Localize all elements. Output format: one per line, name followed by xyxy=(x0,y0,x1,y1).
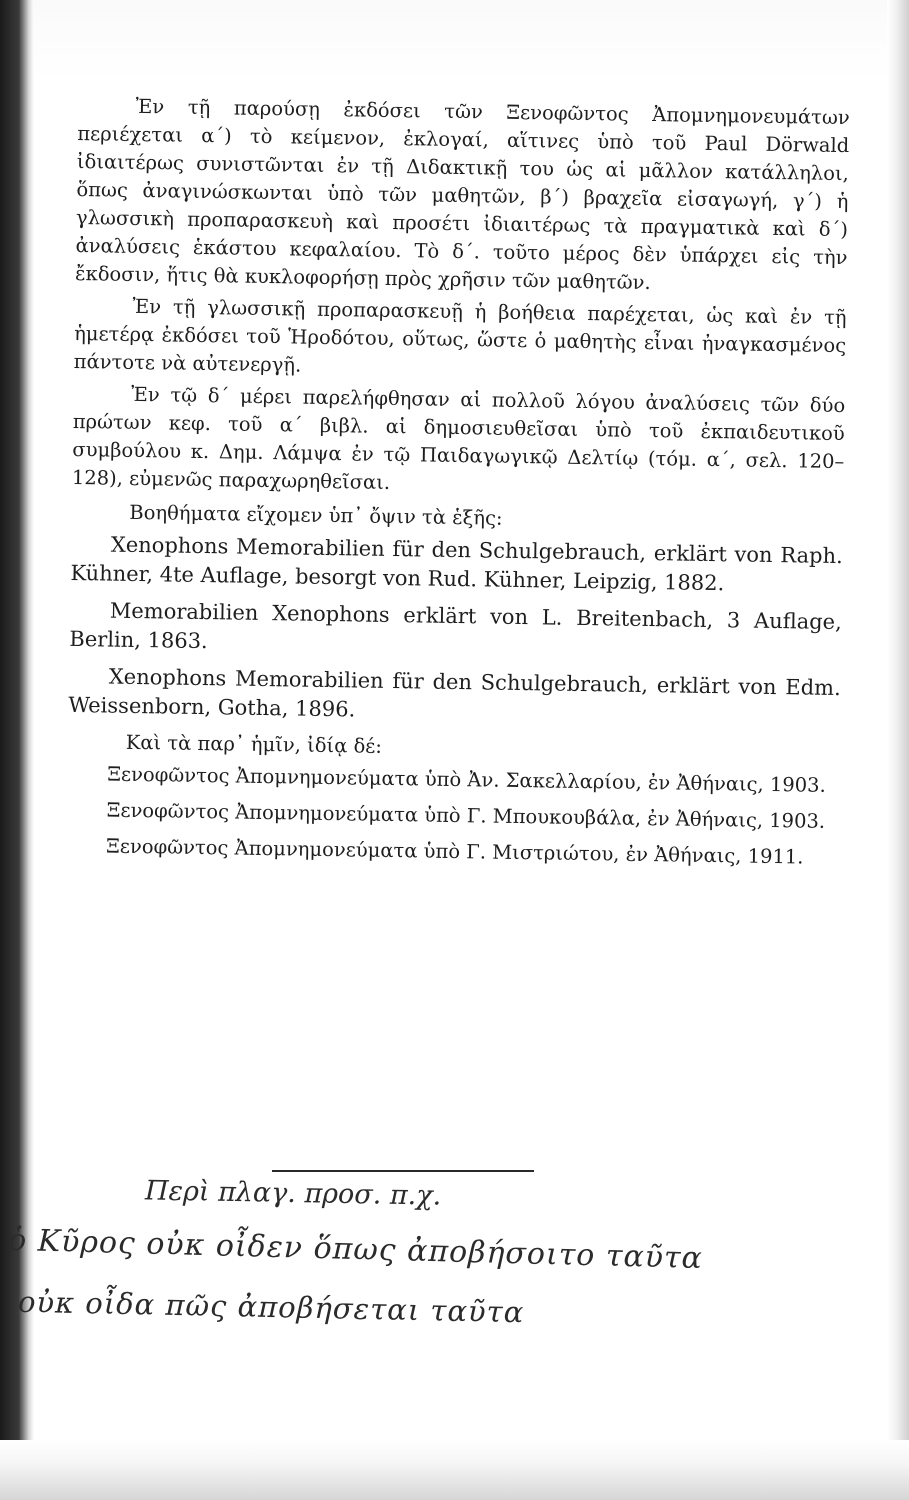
reference-item: Xenophons Memorabilien für den Schulgebrauch, erklärt von Edm. Weissenborn, Gotha, 1896. xyxy=(68,664,841,722)
divider-rule xyxy=(272,1170,534,1172)
references-section xyxy=(66,498,844,872)
reference-item: Memorabilien Xenophons erklärt von L. Breitenbach, 3 Auflage, Berlin, 1863. xyxy=(69,598,842,654)
greek-reference-item: Ξενοφῶντος Ἀπομνημονεύματα ὑπὸ Ἀν. Σακελλαρίου, ἐν Ἀθήναις, 1903. xyxy=(107,762,826,797)
handwritten-note-example-2: οὐκ οἶδα πῶς ἀποβήσεται ταῦτα xyxy=(17,1284,525,1330)
handwritten-note-example-1: ὁ Κῦρος οὐκ οἶδεν ὅπως ἀποβήσοιτο ταῦτα xyxy=(7,1222,704,1277)
greek-reference-item: Ξενοφῶντος Ἀπομνημονεύματα ὑπὸ Γ. Μιστριώτου, ἐν Ἀθήναις, 1911. xyxy=(105,834,804,869)
greek-reference-item: Ξενοφῶντος Ἀπομνημονεύματα ὑπὸ Γ. Μπουκουβάλα, ἐν Ἀθήναις, 1903. xyxy=(106,798,826,833)
scan-edge-bottom xyxy=(0,1440,909,1500)
references-heading: Βοηθήματα εἴχομεν ὑπ᾽ ὄψιν τὰ ἑξῆς: xyxy=(129,500,503,530)
scan-edge-right xyxy=(887,0,909,1500)
greek-references-heading: Καὶ τὰ παρ᾽ ἡμῖν, ἰδίᾳ δέ: xyxy=(125,730,383,758)
scan-binding-shadow xyxy=(0,0,34,1500)
printed-text-block xyxy=(66,92,850,880)
paragraph-contents: Ἐν τῇ παρούσῃ ἐκδόσει τῶν Ξενοφῶντος Ἀπομνημονευμάτων περιέχεται α΄) τὸ κείμενον, ἐκλογαί, αἵτινες ὑπὸ τοῦ Paul Dörwald ἰδιαιτέρως συνιστῶνται ἐν τῇ Διδακτικῇ του ὡς αἱ μᾶλλον κατάλληλοι, ὅπως ἀναγινώσκωνται ὑπὸ τῶν μαθητῶν, β΄) βραχεῖα εἰσαγωγή, γ΄) ἡ γλωσσικὴ προπαρασκευὴ καὶ προσέτι ἰδιαιτέρως τὰ πραγματικὰ καὶ δ΄) ἀναλύσεις ἑκάστου κεφαλαίου. Τὸ δ΄. τοῦτο μέρος δὲν ὑπάρχει εἰς τὴν ἔκδοσιν, ἥτις θὰ κυκλοφορήσῃ πρὸς χρῆσιν τῶν μαθητῶν. xyxy=(74,94,850,295)
scan-edge-top xyxy=(0,0,909,80)
paragraph-analyses: Ἐν τῷ δ΄ μέρει παρελήφθησαν αἱ πολλοῦ λόγου ἀναλύσεις τῶν δύο πρώτων κεφ. τοῦ α΄ βιβλ. αἱ δημοσιευθεῖσαι ὑπὸ τοῦ ἐκπαιδευτικοῦ συμβούλου κ. Δημ. Λάμψα ἐν τῷ Παιδαγωγικῷ Δελτίῳ (τόμ. α΄, σελ. 120–128), εὐμενῶς παραχωρηθεῖσαι. xyxy=(71,382,846,494)
handwritten-note-heading: Περὶ πλαγ. προσ. π.χ. xyxy=(144,1175,442,1212)
reference-item: Xenophons Memorabilien für den Schulgebrauch, erklärt von Raph. Kühner, 4te Auflage, besorgt von Rud. Kühner, Leipzig, 1882. xyxy=(70,532,843,596)
paragraph-language-prep: Ἐν τῇ γλωσσικῇ προπαρασκευῇ ἡ βοήθεια παρέχεται, ὡς καὶ ἐν τῇ ἡμετέρᾳ ἐκδόσει τοῦ Ἡροδότου, οὕτως, ὥστε ὁ μαθητὴς εἶναι ἠναγκασμένος πάντοτε νὰ αὐτενεργῇ. xyxy=(73,294,847,377)
